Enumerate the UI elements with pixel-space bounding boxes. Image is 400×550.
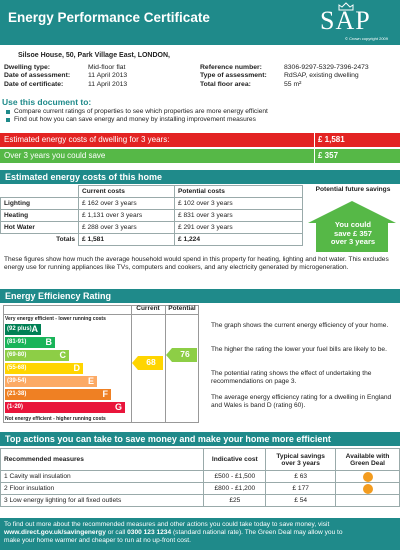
table-row: Heating £ 1,131 over 3 years £ 831 over 3 years: [1, 210, 303, 222]
detail-row: Dwelling type: Mid-floor flat: [4, 64, 126, 71]
use-doc-heading: Use this document to:: [2, 97, 92, 107]
rating-col-potential: Potential: [168, 305, 196, 312]
estimated-costs-bar: Estimated energy costs of dwelling for 3 years: £ 1,581: [0, 133, 400, 147]
rating-band-range: (81-91): [7, 339, 27, 345]
costs-note: These figures show how much the average household would spend in this property for heating, lighting and hot water. This excludes energy use for running appliances like TVs, computers and cookers, and any electricity generated by microgeneration.: [4, 256, 389, 271]
phone-number: 0300 123 1234: [127, 529, 172, 537]
rating-band-letter: B: [45, 337, 52, 347]
detail-row: Date of assessment: 11 April 2013: [4, 72, 128, 80]
detail-row: Total floor area: 55 m²: [200, 80, 302, 88]
costs-heading: Estimated energy costs of this home: [0, 170, 400, 184]
rating-band-d: [5, 363, 83, 374]
rating-band-f: [5, 389, 111, 400]
savings-callout: You could save £ 357 over 3 years: [330, 220, 376, 246]
actions-table: [0, 448, 400, 507]
rating-band-a: [5, 324, 41, 335]
rating-band-letter: G: [114, 402, 122, 412]
potential-score: 76: [180, 349, 190, 359]
header-band: [0, 0, 400, 45]
green-deal-tick-icon: [363, 472, 373, 482]
bullet-icon: [6, 118, 10, 122]
table-row: 1 Cavity wall insulation £500 - £1,500 £ 63: [1, 471, 400, 483]
table-row: Hot Water £ 288 over 3 years £ 291 over 3 years: [1, 222, 303, 234]
table-header-current: Current costs: [79, 186, 175, 198]
rating-paragraph: The average energy efficiency rating for a dwelling in England and Wales is band D (rating 60).: [211, 394, 392, 410]
table-header-green-deal: Available with Green Deal: [336, 449, 400, 471]
rating-bottom-caption: Not energy efficient - higher running costs: [5, 416, 106, 422]
rating-band-range: (1-20): [7, 404, 24, 410]
savings-bar: Over 3 years you could save £ 357: [0, 149, 400, 163]
table-header-row: [1, 449, 400, 471]
detail-row: Reference number: 8306-9297-5329-7396-2473: [200, 64, 369, 71]
rating-band-range: (69-80): [7, 352, 27, 358]
logo-copyright: © Crown copyright 2009: [345, 36, 388, 41]
rating-paragraph: The potential rating shows the effect of undertaking the recommendations on page 3.: [211, 370, 372, 386]
table-totals-row: Totals £ 1,581 £ 1,224: [1, 234, 303, 246]
rating-band-range: (21-38): [7, 391, 27, 397]
rating-band-range: (55-68): [7, 365, 27, 371]
rating-col-divider: [165, 305, 166, 423]
footer-band: To find out more about the recommended measures and other actions you could take today to save money, visit www.direct.gov.uk/savingenergy or call 0300 123 1234 (standard national rate). The Green Deal may allow you to make your home warmer and cheaper to run at no up-front cost.: [0, 518, 400, 550]
savings-value: £ 357: [314, 149, 400, 163]
table-row: 3 Low energy lighting for all fixed outlets £25 £ 54: [1, 495, 400, 507]
rating-band-letter: E: [87, 376, 94, 386]
table-header-cost: Indicative cost: [204, 449, 266, 471]
detail-row: Date of certificate: 11 April 2013: [4, 80, 128, 88]
future-savings-heading: Potential future savings: [315, 186, 391, 193]
rating-band-letter: D: [73, 363, 80, 373]
table-header-savings: Typical savings over 3 years: [266, 449, 336, 471]
table-header-potential: Potential costs: [175, 186, 303, 198]
detail-row: Type of assessment: RdSAP, existing dwelling: [200, 72, 359, 80]
costs-table: [0, 185, 303, 246]
use-doc-bullets: [4, 108, 394, 124]
bullet-icon: [6, 110, 10, 114]
rating-band-b: [5, 337, 55, 348]
rating-band-c: [5, 350, 69, 361]
page-title: Energy Performance Certificate: [8, 10, 210, 25]
rating-band-letter: C: [59, 350, 66, 360]
current-score: 68: [146, 357, 156, 367]
rating-divider: [3, 314, 199, 315]
rating-band-letter: F: [102, 389, 108, 399]
details-right: [200, 64, 398, 89]
rating-heading: Energy Efficiency Rating: [0, 289, 400, 303]
rating-paragraph: The graph shows the current energy efficiency of your home.: [211, 322, 389, 329]
table-header-measures: Recommended measures: [1, 449, 204, 471]
rating-col-current: Current: [136, 305, 160, 312]
estimated-costs-value: £ 1,581: [314, 133, 400, 147]
table-row: 2 Floor insulation £800 - £1,200 £ 177: [1, 483, 400, 495]
sap-logo: SAP: [320, 6, 371, 35]
list-item: Find out how you can save energy and money by installing improvement measures: [4, 116, 394, 124]
savings-link[interactable]: www.direct.gov.uk/savingenergy: [4, 529, 106, 537]
rating-top-caption: Very energy efficient - lower running costs: [5, 316, 106, 322]
table-row: Lighting £ 162 over 3 years £ 102 over 3 years: [1, 198, 303, 210]
actions-heading: Top actions you can take to save money and make your home more efficient: [0, 432, 400, 446]
table-header-blank: [1, 186, 79, 198]
rating-band-g: [5, 402, 125, 413]
property-address: Silsoe House, 50, Park Village East, LONDON,: [18, 52, 170, 59]
table-header-row: [1, 186, 303, 198]
rating-band-e: [5, 376, 97, 387]
green-deal-tick-icon: [363, 484, 373, 494]
details-left: [4, 64, 194, 89]
rating-band-range: (92 plus): [7, 326, 32, 332]
rating-band-range: (39-54): [7, 378, 27, 384]
list-item: Compare current ratings of properties to see which properties are more energy efficient: [4, 108, 394, 116]
rating-band-letter: A: [31, 324, 38, 334]
rating-paragraph: The higher the rating the lower your fuel bills are likely to be.: [211, 346, 387, 353]
